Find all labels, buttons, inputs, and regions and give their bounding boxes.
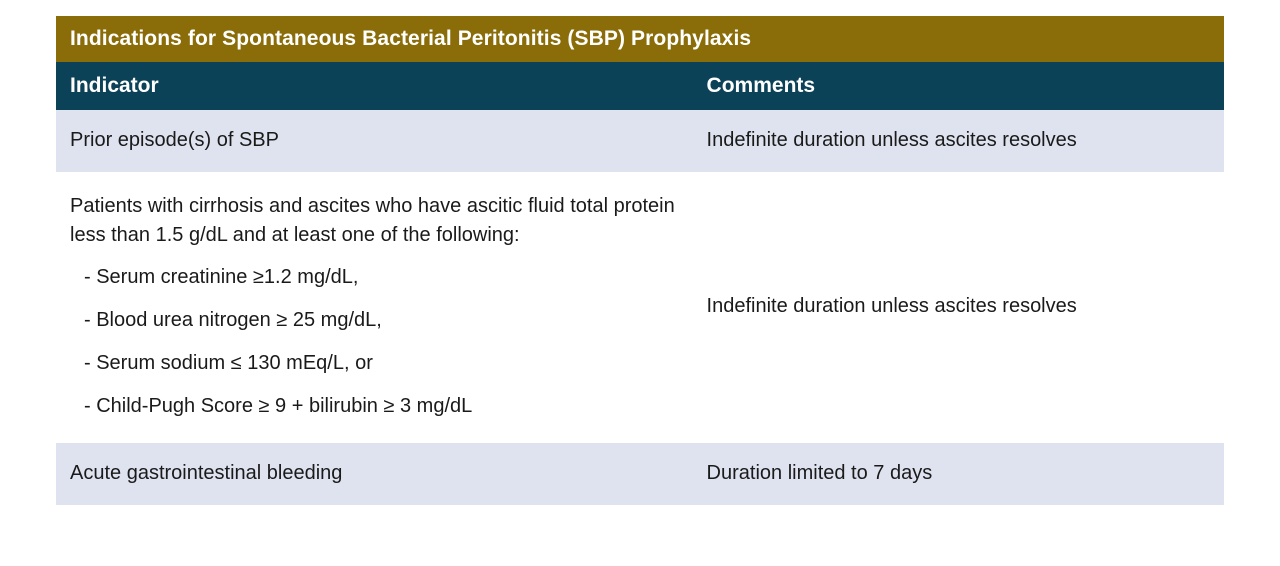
list-item: - Child-Pugh Score ≥ 9 + bilirubin ≥ 3 mg/dL: [84, 395, 473, 418]
cell-indicator: Acute gastrointestinal bleeding: [56, 443, 693, 505]
list-item: - Serum sodium ≤ 130 mEq/L, or: [84, 352, 373, 375]
column-header-indicator: Indicator: [56, 62, 693, 110]
column-header-comments: Comments: [693, 62, 1224, 110]
list-item: - Serum creatinine ≥1.2 mg/dL,: [84, 266, 359, 289]
cell-comments: Indefinite duration unless ascites resolves: [693, 172, 1224, 443]
table-title: Indications for Spontaneous Bacterial Peritonitis (SBP) Prophylaxis: [56, 16, 1224, 62]
sbp-prophylaxis-table-container: [56, 16, 1224, 505]
cell-comments: Indefinite duration unless ascites resolves: [693, 110, 1224, 172]
list-item: - Blood urea nitrogen ≥ 25 mg/dL,: [84, 309, 382, 332]
cell-indicator: [56, 172, 693, 443]
table-row: [56, 443, 1224, 505]
table-title-row: [56, 16, 1224, 62]
table-row: [56, 110, 1224, 172]
cell-indicator-lead: Patients with cirrhosis and ascites who have ascitic fluid total protein less than 1.5 g/dL and at least one of the following:: [70, 195, 675, 247]
criteria-list: [70, 264, 679, 419]
cell-indicator: Prior episode(s) of SBP: [56, 110, 693, 172]
table-header-row: [56, 62, 1224, 110]
table-row: [56, 172, 1224, 443]
cell-comments: Duration limited to 7 days: [693, 443, 1224, 505]
sbp-prophylaxis-table: [56, 16, 1224, 505]
